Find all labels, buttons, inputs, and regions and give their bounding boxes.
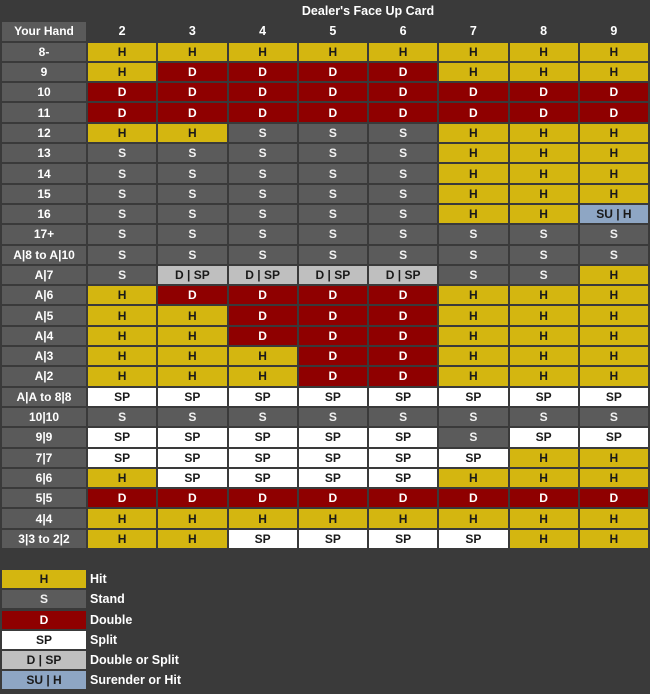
action-cell: SP	[88, 449, 156, 467]
action-cell: D | SP	[369, 266, 437, 284]
action-cell: H	[580, 164, 648, 182]
action-cell: SP	[580, 388, 648, 406]
action-cell: H	[158, 509, 226, 527]
legend-label: Split	[90, 632, 118, 647]
action-cell: D	[299, 286, 367, 304]
hand-label: 5|5	[2, 489, 86, 507]
action-cell: D	[158, 63, 226, 81]
hand-label: A|2	[2, 367, 86, 385]
action-cell: H	[229, 509, 297, 527]
action-cell: D	[229, 286, 297, 304]
legend-label: Hit	[90, 572, 107, 587]
action-cell: S	[88, 225, 156, 243]
action-cell: D	[229, 103, 297, 121]
action-cell: H	[580, 367, 648, 385]
action-cell: S	[299, 225, 367, 243]
hand-row	[2, 428, 648, 446]
dealer-card-header: 8	[510, 22, 578, 40]
action-cell: D	[580, 489, 648, 507]
action-cell: H	[510, 205, 578, 223]
action-cell: H	[580, 43, 648, 61]
action-cell: H	[229, 347, 297, 365]
action-cell: S	[580, 225, 648, 243]
action-cell: H	[510, 327, 578, 345]
action-cell: H	[369, 509, 437, 527]
action-cell: S	[299, 408, 367, 426]
hand-row	[2, 164, 648, 182]
dealer-card-header: 7	[439, 22, 507, 40]
action-cell: H	[158, 306, 226, 324]
hand-label: 17+	[2, 225, 86, 243]
action-cell: D	[158, 83, 226, 101]
hand-row	[2, 449, 648, 467]
action-cell: S	[88, 205, 156, 223]
action-cell: SP	[229, 469, 297, 487]
action-cell: SP	[369, 428, 437, 446]
action-cell: D	[299, 83, 367, 101]
action-cell: H	[439, 286, 507, 304]
action-cell: S	[580, 408, 648, 426]
action-cell: H	[88, 306, 156, 324]
action-cell: D	[299, 347, 367, 365]
hand-row	[2, 103, 648, 121]
hand-row	[2, 63, 648, 81]
action-cell: D	[299, 367, 367, 385]
action-cell: D	[369, 63, 437, 81]
action-cell: H	[510, 63, 578, 81]
action-cell: SP	[229, 530, 297, 548]
action-cell: SP	[439, 530, 507, 548]
action-cell: S	[299, 144, 367, 162]
dealer-card-header: 5	[299, 22, 367, 40]
action-cell: H	[580, 63, 648, 81]
action-cell: S	[369, 205, 437, 223]
action-cell: D	[229, 83, 297, 101]
hand-row	[2, 469, 648, 487]
action-cell: H	[580, 144, 648, 162]
legend-label: Double	[90, 612, 133, 627]
hand-row	[2, 367, 648, 385]
strategy-table-body	[2, 2, 648, 548]
hand-label: 8-	[2, 43, 86, 61]
action-cell: S	[369, 144, 437, 162]
action-cell: S	[229, 164, 297, 182]
action-cell: H	[439, 509, 507, 527]
hand-row	[2, 286, 648, 304]
action-cell: SP	[229, 449, 297, 467]
action-cell: H	[580, 306, 648, 324]
action-cell: D	[369, 103, 437, 121]
action-cell: S	[88, 408, 156, 426]
action-cell: D	[510, 83, 578, 101]
action-cell: SP	[299, 428, 367, 446]
action-cell: D	[158, 286, 226, 304]
action-cell: H	[580, 286, 648, 304]
action-cell: D	[299, 63, 367, 81]
action-cell: D	[229, 327, 297, 345]
action-cell: S	[158, 246, 226, 264]
hand-label: A|8 to A|10	[2, 246, 86, 264]
dealer-card-header: 2	[88, 22, 156, 40]
action-cell: S	[229, 124, 297, 142]
action-cell: D	[229, 306, 297, 324]
hand-row	[2, 83, 648, 101]
action-cell: D	[369, 83, 437, 101]
column-header-row	[2, 22, 648, 40]
action-cell: S	[510, 246, 578, 264]
action-cell: H	[439, 43, 507, 61]
legend-swatch: SU | H	[2, 671, 86, 689]
legend-item	[2, 590, 181, 609]
action-cell: D	[229, 489, 297, 507]
action-cell: H	[580, 509, 648, 527]
action-cell: H	[88, 286, 156, 304]
action-cell: H	[299, 509, 367, 527]
action-cell: H	[439, 347, 507, 365]
hand-label: 13	[2, 144, 86, 162]
hand-row	[2, 327, 648, 345]
action-cell: S	[369, 164, 437, 182]
legend-label: Double or Split	[90, 653, 179, 667]
hand-row	[2, 489, 648, 507]
action-cell: H	[439, 367, 507, 385]
action-cell: S	[158, 144, 226, 162]
action-cell: S	[158, 185, 226, 203]
dealer-card-header: 3	[158, 22, 226, 40]
hand-row	[2, 205, 648, 223]
action-cell: SP	[299, 449, 367, 467]
action-cell: H	[510, 124, 578, 142]
action-cell: SP	[439, 449, 507, 467]
action-cell: H	[439, 306, 507, 324]
action-cell: H	[158, 530, 226, 548]
action-cell: SP	[158, 388, 226, 406]
action-cell: H	[439, 205, 507, 223]
action-cell: S	[299, 164, 367, 182]
action-cell: S	[369, 185, 437, 203]
action-cell: S	[369, 246, 437, 264]
legend-item	[2, 570, 181, 589]
action-cell: S	[439, 225, 507, 243]
action-cell: H	[439, 469, 507, 487]
legend-swatch: H	[2, 570, 86, 588]
action-cell: S	[229, 144, 297, 162]
action-cell: S	[439, 428, 507, 446]
action-cell: H	[88, 509, 156, 527]
action-cell: H	[510, 164, 578, 182]
action-cell: SP	[88, 428, 156, 446]
hand-label: 11	[2, 103, 86, 121]
action-cell: H	[580, 469, 648, 487]
action-cell: H	[510, 469, 578, 487]
action-cell: SP	[299, 530, 367, 548]
action-cell: S	[88, 164, 156, 182]
hand-label: 14	[2, 164, 86, 182]
action-cell: S	[158, 205, 226, 223]
action-cell: S	[229, 246, 297, 264]
action-cell: D	[158, 103, 226, 121]
action-cell: SP	[229, 388, 297, 406]
action-cell: S	[299, 185, 367, 203]
action-cell: H	[439, 185, 507, 203]
hand-row	[2, 388, 648, 406]
action-cell: D	[229, 63, 297, 81]
legend-item	[2, 610, 181, 629]
action-cell: SP	[439, 388, 507, 406]
hand-row	[2, 408, 648, 426]
action-cell: H	[299, 43, 367, 61]
hand-label: 9|9	[2, 428, 86, 446]
hand-label: 6|6	[2, 469, 86, 487]
hand-label: 4|4	[2, 509, 86, 527]
action-cell: S	[439, 408, 507, 426]
action-cell: S	[580, 246, 648, 264]
action-cell: S	[229, 185, 297, 203]
action-cell: D	[299, 103, 367, 121]
action-cell: H	[580, 266, 648, 284]
action-cell: S	[510, 266, 578, 284]
action-cell: H	[88, 530, 156, 548]
action-cell: H	[369, 43, 437, 61]
hand-row	[2, 266, 648, 284]
action-cell: D	[88, 489, 156, 507]
action-cell: S	[229, 225, 297, 243]
action-cell: H	[510, 185, 578, 203]
action-cell: SP	[369, 469, 437, 487]
action-cell: D	[299, 306, 367, 324]
action-cell: D	[580, 103, 648, 121]
legend-label: Stand	[90, 592, 125, 607]
legend-swatch: D | SP	[2, 651, 86, 669]
action-cell: SP	[369, 388, 437, 406]
legend-item	[2, 651, 181, 670]
action-cell: D	[439, 489, 507, 507]
action-cell: D	[299, 327, 367, 345]
hand-label: A|7	[2, 266, 86, 284]
action-cell: D | SP	[229, 266, 297, 284]
action-cell: SP	[158, 469, 226, 487]
dealer-card-header: 4	[229, 22, 297, 40]
action-cell: D	[369, 306, 437, 324]
action-cell: H	[158, 327, 226, 345]
hand-row	[2, 347, 648, 365]
action-cell: H	[439, 124, 507, 142]
action-cell: H	[439, 164, 507, 182]
action-cell: H	[510, 530, 578, 548]
your-hand-label: Your Hand	[2, 22, 86, 40]
hand-label: 12	[2, 124, 86, 142]
action-cell: H	[510, 144, 578, 162]
action-cell: D	[369, 286, 437, 304]
action-cell: S	[439, 266, 507, 284]
action-cell: S	[88, 185, 156, 203]
dealer-card-header: 6	[369, 22, 437, 40]
action-cell: S	[88, 246, 156, 264]
action-cell: SP	[369, 449, 437, 467]
action-cell: H	[580, 185, 648, 203]
action-cell: H	[158, 347, 226, 365]
dealer-card-header: 9	[580, 22, 648, 40]
hand-row	[2, 246, 648, 264]
action-cell: H	[439, 327, 507, 345]
action-cell: S	[299, 205, 367, 223]
action-cell: S	[510, 225, 578, 243]
action-cell: S	[158, 164, 226, 182]
dealer-title: Dealer's Face Up Card	[88, 2, 648, 20]
dealer-title-row	[2, 2, 648, 20]
hand-label: A|4	[2, 327, 86, 345]
header-corner	[2, 2, 86, 20]
action-cell: H	[510, 509, 578, 527]
hand-label: 10	[2, 83, 86, 101]
hand-label: 15	[2, 185, 86, 203]
action-cell: S	[88, 266, 156, 284]
action-cell: SP	[510, 388, 578, 406]
action-cell: S	[299, 124, 367, 142]
legend-item	[2, 631, 181, 650]
legend	[2, 570, 181, 691]
hand-row	[2, 225, 648, 243]
action-cell: S	[299, 246, 367, 264]
action-cell: H	[510, 306, 578, 324]
action-cell: S	[510, 408, 578, 426]
action-cell: H	[580, 124, 648, 142]
action-cell: SP	[299, 388, 367, 406]
action-cell: H	[580, 449, 648, 467]
action-cell: D	[439, 83, 507, 101]
action-cell: D	[88, 83, 156, 101]
action-cell: H	[158, 43, 226, 61]
hand-label: 9	[2, 63, 86, 81]
action-cell: D	[88, 103, 156, 121]
action-cell: SP	[369, 530, 437, 548]
action-cell: D	[369, 327, 437, 345]
action-cell: SP	[510, 428, 578, 446]
hand-label: A|5	[2, 306, 86, 324]
action-cell: D	[369, 347, 437, 365]
action-cell: H	[439, 144, 507, 162]
action-cell: H	[510, 347, 578, 365]
action-cell: H	[229, 367, 297, 385]
action-cell: D | SP	[158, 266, 226, 284]
hand-row	[2, 306, 648, 324]
action-cell: H	[88, 43, 156, 61]
hand-row	[2, 530, 648, 548]
action-cell: H	[510, 367, 578, 385]
action-cell: SP	[158, 428, 226, 446]
action-cell: H	[439, 63, 507, 81]
action-cell: H	[229, 43, 297, 61]
action-cell: H	[158, 367, 226, 385]
hand-label: 7|7	[2, 449, 86, 467]
hand-label: A|A to 8|8	[2, 388, 86, 406]
action-cell: S	[229, 205, 297, 223]
action-cell: SP	[158, 449, 226, 467]
action-cell: H	[158, 124, 226, 142]
action-cell: D	[439, 103, 507, 121]
action-cell: D	[299, 489, 367, 507]
hand-row	[2, 144, 648, 162]
action-cell: S	[158, 225, 226, 243]
legend-label: Surender or Hit	[90, 673, 181, 688]
action-cell: H	[580, 530, 648, 548]
action-cell: H	[580, 327, 648, 345]
action-cell: SP	[580, 428, 648, 446]
action-cell: SP	[229, 428, 297, 446]
legend-swatch: S	[2, 590, 86, 608]
action-cell: S	[369, 124, 437, 142]
action-cell: D	[369, 489, 437, 507]
hand-label: 16	[2, 205, 86, 223]
hand-row	[2, 43, 648, 61]
action-cell: D | SP	[299, 266, 367, 284]
hand-label: A|6	[2, 286, 86, 304]
legend-item	[2, 671, 181, 690]
action-cell: H	[88, 63, 156, 81]
action-cell: H	[88, 367, 156, 385]
action-cell: H	[88, 469, 156, 487]
hand-row	[2, 185, 648, 203]
action-cell: D	[580, 83, 648, 101]
action-cell: H	[510, 43, 578, 61]
action-cell: SP	[88, 388, 156, 406]
hand-label: 10|10	[2, 408, 86, 426]
action-cell: S	[158, 408, 226, 426]
action-cell: H	[88, 327, 156, 345]
legend-swatch: D	[2, 611, 86, 629]
action-cell: S	[369, 408, 437, 426]
hand-label: A|3	[2, 347, 86, 365]
action-cell: S	[369, 225, 437, 243]
action-cell: D	[510, 103, 578, 121]
action-cell: D	[158, 489, 226, 507]
hand-row	[2, 509, 648, 527]
action-cell: S	[88, 144, 156, 162]
action-cell: SU | H	[580, 205, 648, 223]
action-cell: H	[88, 347, 156, 365]
hand-label: 3|3 to 2|2	[2, 530, 86, 548]
action-cell: H	[510, 286, 578, 304]
action-cell: S	[229, 408, 297, 426]
action-cell: H	[510, 449, 578, 467]
legend-swatch: SP	[2, 631, 86, 649]
action-cell: H	[580, 347, 648, 365]
action-cell: D	[510, 489, 578, 507]
action-cell: SP	[299, 469, 367, 487]
action-cell: D	[369, 367, 437, 385]
hand-row	[2, 124, 648, 142]
action-cell: S	[439, 246, 507, 264]
action-cell: H	[88, 124, 156, 142]
